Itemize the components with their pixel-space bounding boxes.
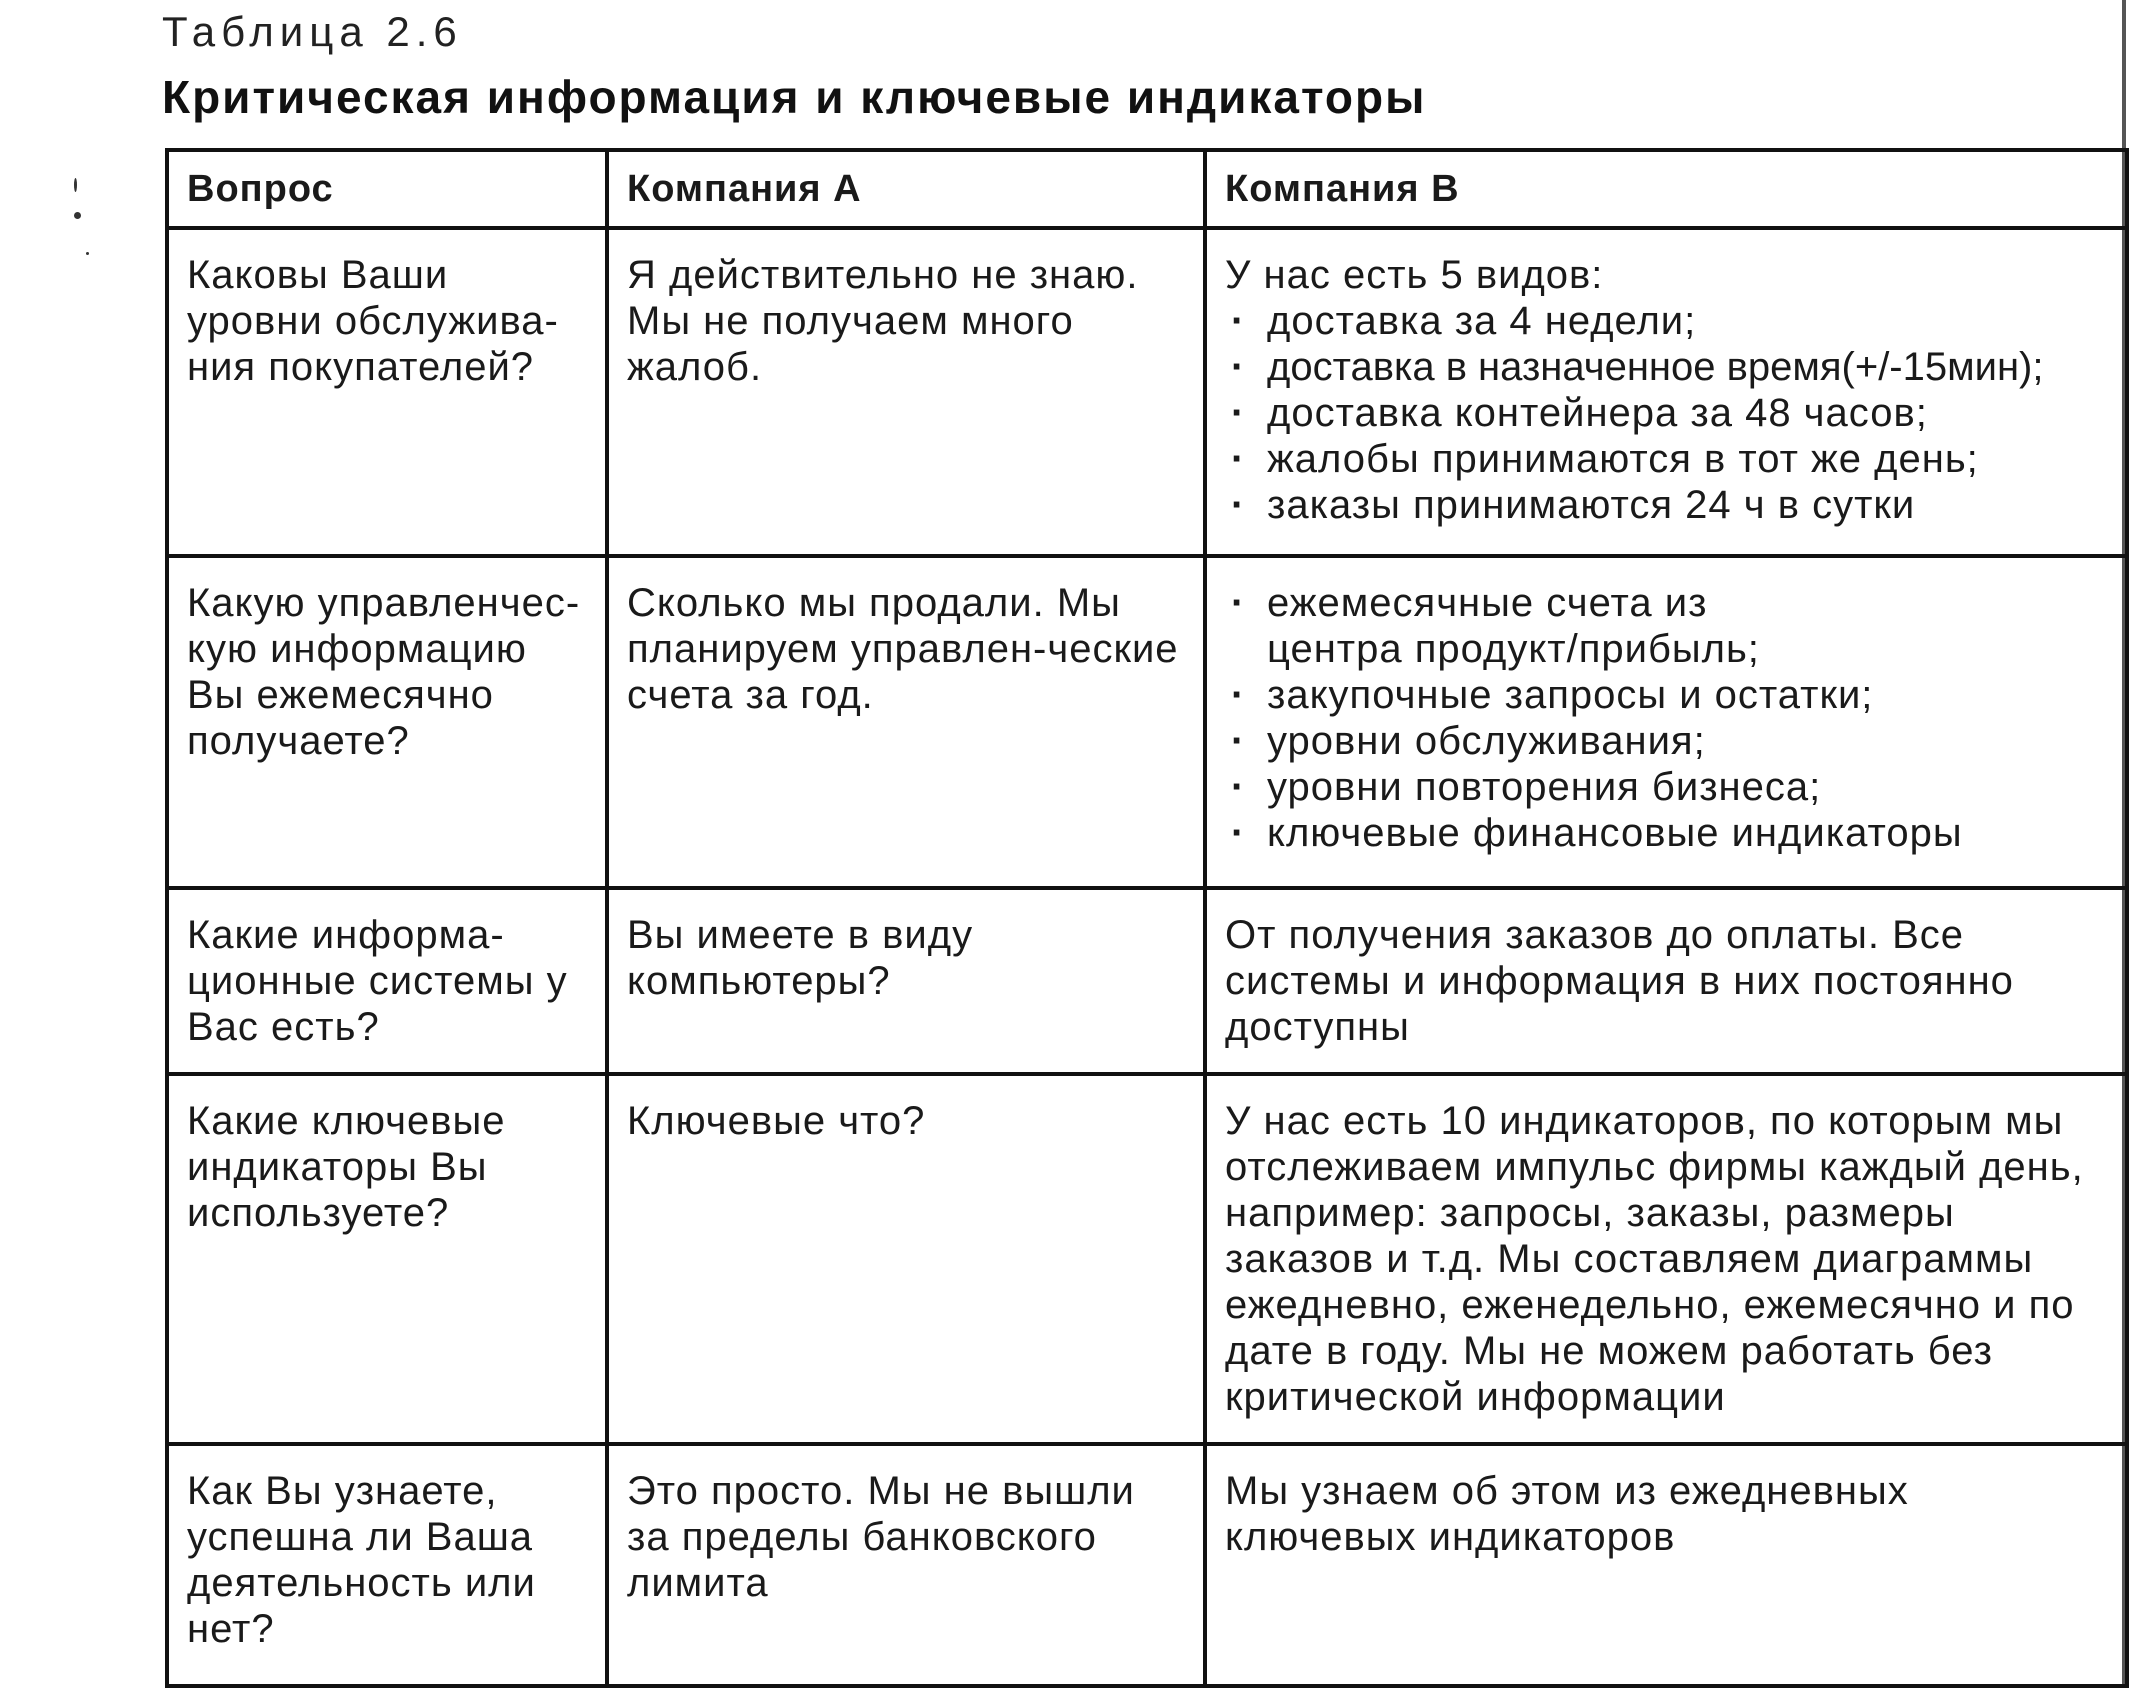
company-b-lead: У нас есть 5 видов: [1225,253,1604,297]
table-row [167,556,2127,888]
table-row [167,1444,2127,1686]
company-a-cell: Это просто. Мы не вышли за пределы банковского лимита [607,1444,1205,1686]
company-a-cell: Вы имеете в виду компьютеры? [607,888,1205,1074]
comparison-table [165,148,2129,1688]
table-title: Критическая информация и ключевые индикаторы [162,71,1427,123]
question-cell: Какую управленчес-кую информацию Вы ежемесячно получаете? [167,556,607,888]
company-b-cell: У нас есть 10 индикаторов, по которым мы отслеживаем импульс фирмы каждый день, например: запросы, заказы, размеры заказов и т.д. Мы составляем диаграммы ежедневно, еженедельно, ежемесячно и по дате в году. Мы не можем работать без критической информации [1205,1074,2127,1444]
company-a-cell: Ключевые что? [607,1074,1205,1444]
question-cell: Какие ключевые индикаторы Вы используете? [167,1074,607,1444]
table-row [167,228,2127,556]
table-row [167,888,2127,1074]
header-company-b: Компания В [1205,150,2127,228]
company-b-cell [1205,556,2127,888]
list-item: · уровни повторения бизнеса; [1225,764,2107,810]
table-caption: Таблица 2.6 [162,8,463,55]
list-item: · ежемесячные счета из центра продукт/прибыль; [1225,580,2107,672]
question-cell: Какие информа-ционные системы у Вас есть? [167,888,607,1074]
company-a-cell: Сколько мы продали. Мы планируем управлен-ческие счета за год. [607,556,1205,888]
company-b-cell: От получения заказов до оплаты. Все системы и информация в них постоянно доступны [1205,888,2127,1074]
company-b-cell: Мы узнаем об этом из ежедневных ключевых индикаторов [1205,1444,2127,1686]
table-row [167,1074,2127,1444]
list-item: · доставка за 4 недели; [1225,298,2107,344]
list-item: · жалобы принимаются в тот же день; [1225,436,2107,482]
list-item: · доставка в назначенное время(+/-15мин); [1225,344,2107,390]
scan-speck [74,212,81,219]
company-b-list [1225,298,2107,528]
scan-speck [86,252,89,255]
scan-speck [74,178,77,192]
header-question: Вопрос [167,150,607,228]
list-item: · закупочные запросы и остатки; [1225,672,2107,718]
list-item: · уровни обслуживания; [1225,718,2107,764]
table-header-row [167,150,2127,228]
question-cell: Каковы Ваши уровни обслужива-ния покупателей? [167,228,607,556]
list-item: · ключевые финансовые индикаторы [1225,810,2107,856]
company-b-list [1225,580,2107,856]
header-company-a: Компания А [607,150,1205,228]
company-b-cell [1205,228,2127,556]
list-item: · доставка контейнера за 48 часов; [1225,390,2107,436]
company-a-cell: Я действительно не знаю. Мы не получаем много жалоб. [607,228,1205,556]
question-cell: Как Вы узнаете, успешна ли Ваша деятельность или нет? [167,1444,607,1686]
list-item: · заказы принимаются 24 ч в сутки [1225,482,2107,528]
